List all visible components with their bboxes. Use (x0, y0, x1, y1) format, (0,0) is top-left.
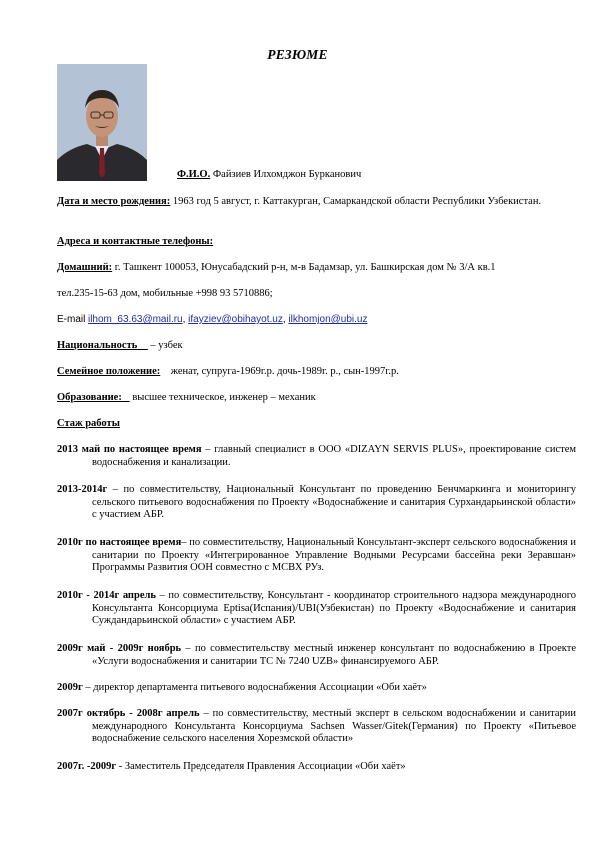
experience-period: 2007г. -2009г (57, 761, 117, 772)
email-link-3[interactable]: ilkhomjon@ubi.uz (288, 314, 368, 325)
experience-item (57, 444, 576, 469)
birth-label: Дата и место рождения: (57, 196, 171, 207)
email-link-2[interactable]: ifayziev@obihayot.uz (188, 314, 283, 325)
experience-item (57, 761, 576, 774)
experience-text: – по совместительству, местный эксперт в сельском водоснабжении и санитарии международного Консультанта Консорциума Sachsen Wasser/Gitek(Германия) по Проекту «Питьевое водоснабжение сельского населения Хорезмской области» (92, 708, 576, 745)
experience-period: 2013-2014г (57, 484, 108, 495)
experience-text: – по совместительству, Национальный Консультант по проведению Бенчмаркинга и мониторингу сельского питьевого водоснабжения по Проекту «Водоснабжение и санитария Сурхандарьинской области» с участием АБР. (92, 484, 576, 521)
education-label: Образование: (57, 392, 122, 403)
education (57, 392, 576, 405)
nationality (57, 340, 576, 353)
family-label: Семейное положение: (57, 366, 161, 377)
experience-item (57, 484, 576, 522)
birth-info (57, 196, 576, 209)
experience-item (57, 590, 576, 628)
contacts-heading: Адреса и контактные телефоны: (57, 236, 214, 247)
experience-period: 2009г май - 2009г ноябрь (57, 643, 182, 654)
email-sep-2: , (282, 314, 289, 325)
experience-text: – по совместительству, Национальный Консультант-эксперт сельского водоснабжения и санитарии по Проекту «Интегрированное Управление Водными Ресурсами бассейна реки Зеравшан» Программы Развития ООН совместно с МСВХ РУз. (92, 537, 576, 574)
experience-item (57, 643, 576, 668)
phones: тел.235-15-63 дом, мобильные +998 93 5710886; (57, 288, 273, 299)
email-link-1[interactable]: ilhom_63.63@mail.ru (87, 314, 183, 325)
full-name-value: Файзиев Илхомджон Бурканович (212, 169, 362, 180)
experience-item (57, 682, 576, 695)
experience-period: 2009г (57, 682, 83, 693)
birth-value: 1963 год 5 август, г. Каттакурган, Самаркандской области Республики Узбекистан. (172, 196, 542, 207)
email-label: E-mail (57, 314, 86, 325)
home-label: Домашний: (57, 262, 113, 273)
experience-period: 2010г по настоящее время (57, 537, 182, 548)
education-value: высшее техническое, инженер – механик (132, 392, 316, 403)
nationality-label: Национальность (57, 340, 138, 351)
family-status (57, 366, 576, 379)
experience-period: 2013 май по настоящее время (57, 444, 202, 455)
full-name (177, 169, 361, 180)
portrait-illustration (57, 64, 147, 181)
email-sep-1: , (182, 314, 189, 325)
experience-item (57, 708, 576, 746)
home-value: г. Ташкент 100053, Юнусабадский р-н, м-в Бадамзар, ул. Башкирская дом № 3/А кв.1 (114, 262, 496, 273)
experience-text: – по совместительству местный инженер консультант по водоснабжению в Проекте «Услуги водоснабжения и санитарии ТС № 7240 UZB» финансируемого АБР. (92, 643, 576, 667)
experience-period: 2007г октябрь - 2008г апрель (57, 708, 200, 719)
experience-text: – главный специалист в ООО «DIZAYN SERVIS PLUS», проектирование систем водоснабжения и канализации. (92, 444, 576, 468)
experience-heading: Стаж работы (57, 418, 120, 429)
home-address (57, 262, 576, 275)
experience-item (57, 537, 576, 575)
full-name-label: Ф.И.О. (177, 169, 211, 180)
experience-text: – по совместительству, Консультант - координатор строительного надзора международного Консультанта Консорциума Eptisa(Испания)/UBI(Узбекистан) по Проекту «Водоснабжение и санитария Суждандарьинской области» с участием АБР. (92, 590, 576, 627)
experience-text: - Заместитель Председателя Правления Ассоциации «Оби хаёт» (116, 761, 406, 772)
nationality-value: – узбек (150, 340, 183, 351)
email-line (57, 314, 576, 327)
family-value: женат, супруга-1969г.р. дочь-1989г. р., сын-1997г.р. (170, 366, 399, 377)
experience-period: 2010г - 2014г апрель (57, 590, 156, 601)
portrait-photo (57, 64, 147, 181)
experience-text: – директор департамента питьевого водоснабжения Ассоциации «Оби хаёт» (82, 682, 427, 693)
page-title: РЕЗЮМЕ (267, 47, 328, 62)
